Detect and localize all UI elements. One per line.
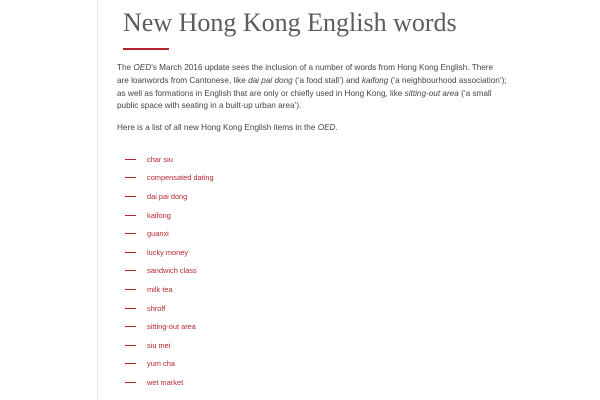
word-link-siu-mei[interactable]: siu mei [147,340,171,350]
word-link-compensated-dating[interactable]: compensated dating [147,173,214,183]
list-item [125,262,214,281]
word-link-yum-cha[interactable]: yum cha [147,359,175,369]
intro-text: The [117,63,134,72]
list-item [125,150,214,169]
list-item [125,299,214,318]
list-intro-text: . [335,123,338,132]
intro-oed: OED [133,63,152,72]
dash-icon [125,289,136,290]
word-link-guanxi[interactable]: guanxi [147,229,169,239]
dash-icon [125,196,136,197]
dash-icon [125,252,136,253]
word-link-shroff[interactable]: shroff [147,303,166,313]
dash-icon [125,382,136,383]
intro-text: (‘a small public space with seating in a built-up urban area’). [117,88,492,111]
dash-icon [125,215,136,216]
list-item [125,224,214,243]
list-item [125,336,214,355]
word-link-char-siu[interactable]: char siu [147,154,173,164]
word-link-kaifong[interactable]: kaifong [147,210,171,220]
word-link-sandwich-class[interactable]: sandwich class [147,266,197,276]
dash-icon [125,159,136,160]
list-intro-text: Here is a list of all new Hong Kong English items in the [117,123,318,132]
list-item [125,355,214,374]
dash-icon [125,308,136,309]
list-intro-oed: OED [317,123,336,132]
intro-text: (‘a food stall’) and [292,75,362,85]
list-item [125,243,214,262]
list-intro [117,122,338,134]
list-item [125,187,214,206]
intro-text: (‘a neighbourhood association’); as well as formations in English that are only or chiefly used in Hong Kong, like [117,75,507,98]
list-item [125,373,214,392]
dash-icon [125,177,136,178]
intro-term-dai-pai-dong: dai pai dong [248,75,293,85]
word-list [125,150,214,392]
intro-text: ’s March 2016 update sees the inclusion of a number of words from Hong Kong English. There are loanwords from Cantonese, like [117,63,494,85]
dash-icon [125,233,136,234]
dash-icon [125,270,136,271]
dash-icon [125,326,136,327]
dash-icon [125,345,136,346]
intro-term-kaifong: kaifong [361,75,389,85]
list-item [125,169,214,188]
word-link-wet-market[interactable]: wet market [147,377,184,387]
intro-term-sitting-out-area: sitting-out area [404,88,459,98]
list-item [125,317,214,336]
dash-icon [125,363,136,364]
word-link-milk-tea[interactable]: milk tea [147,284,173,294]
list-item [125,206,214,225]
word-link-dai-pai-dong[interactable]: dai pai dong [147,191,188,201]
title-underline [123,48,169,50]
intro-paragraph [117,62,507,113]
page-title: New Hong Kong English words [123,8,457,37]
left-divider [97,0,98,400]
word-link-sitting-out-area[interactable]: sitting-out area [147,322,196,332]
list-item [125,280,214,299]
word-link-lucky-money[interactable]: lucky money [147,247,189,257]
